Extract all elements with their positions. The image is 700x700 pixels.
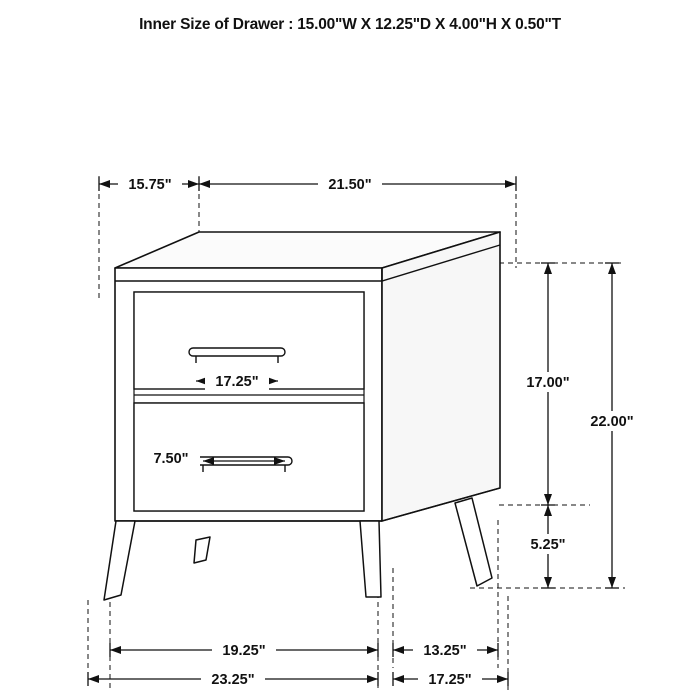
dim-drawer-lower: 7.50" [153, 451, 189, 467]
page-title: Inner Size of Drawer : 15.00"W X 12.25"D X 4.00"H X 0.50"T [139, 16, 561, 33]
dim-top-right: 21.50" [328, 177, 372, 193]
dim-bottom-side: 13.25" [423, 643, 467, 659]
dim-right-outer: 22.00" [590, 414, 634, 430]
leg-front-right [360, 521, 381, 597]
dim-right-legs: 5.25" [530, 537, 566, 553]
leg-front-left [104, 521, 135, 600]
drawer-upper-handle[interactable] [189, 348, 285, 356]
dim-right-inner: 17.00" [526, 375, 570, 391]
dim-bottom-front: 19.25" [222, 643, 266, 659]
leg-back-right [455, 498, 492, 586]
dim-top-left: 15.75" [128, 177, 172, 193]
dim-bottom-side-outer: 17.25" [428, 672, 472, 688]
dim-drawer-upper: 17.25" [215, 374, 259, 390]
leg-back-left [194, 537, 210, 563]
dim-bottom-front-outer: 23.25" [211, 672, 255, 688]
